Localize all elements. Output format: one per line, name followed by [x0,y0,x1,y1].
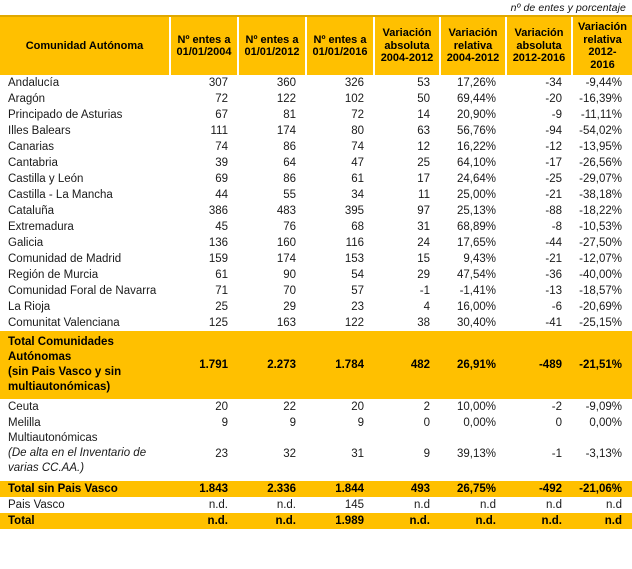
cell-entes-2004: 111 [170,123,238,139]
cell-var-rel-0412: 20,90% [440,107,506,123]
cell-entes-2004: n.d. [170,513,238,529]
cell-entes-2012: 55 [238,187,306,203]
cell-var-abs-0412: 4 [374,299,440,315]
multi-label-line-3: varias CC.AA.) [8,462,85,474]
cell-comunidad: Andalucía [0,75,170,91]
cell-entes-2004: 71 [170,283,238,299]
cell-var-abs-0412: 38 [374,315,440,331]
cell-entes-2012: 2.273 [238,331,306,399]
cell-comunidad: Galicia [0,235,170,251]
header-line-3: 2012-2016 [512,52,566,65]
cell-var-abs-1216: -489 [506,331,572,399]
cell-var-abs-0412: 2 [374,399,440,415]
cell-entes-2012: 70 [238,283,306,299]
header-line-2: relativa [583,33,622,46]
cell-label: Pais Vasco [0,497,170,513]
cell-var-abs-1216: -21 [506,251,572,267]
cell-entes-2004: n.d. [170,497,238,513]
cell-entes-2016: 395 [306,203,374,219]
cell-entes-2012: 2.336 [238,481,306,497]
cell-entes-2012: 174 [238,251,306,267]
cell-entes-2004: 67 [170,107,238,123]
cell-var-abs-0412: 0 [374,415,440,431]
cell-multiautonomicas-label [0,431,170,476]
cell-var-rel-0412: -1,41% [440,283,506,299]
cell-var-rel-1216: -9,44% [572,75,632,91]
header-line-3: 2012-2016 [588,46,617,71]
cell-var-abs-0412: 12 [374,139,440,155]
header-line-1: Variación [578,21,627,33]
table-body [0,75,632,529]
header-line-1: Variación [382,27,432,40]
header-line-2: relativa [453,39,493,52]
cell-var-abs-0412: 9 [374,431,440,476]
cell-entes-2016: 72 [306,107,374,123]
cell-var-abs-0412: 31 [374,219,440,235]
table-row[interactable] [0,219,632,235]
cell-entes-2004: 1.791 [170,331,238,399]
cell-entes-2004: 25 [170,299,238,315]
table-row[interactable] [0,187,632,203]
cell-var-abs-1216: -9 [506,107,572,123]
cell-comunidad: Cantabria [0,155,170,171]
cell-comunidad: Melilla [0,415,170,431]
cell-var-abs-0412: 11 [374,187,440,203]
cell-var-abs-0412: 482 [374,331,440,399]
cell-var-abs-0412: 50 [374,91,440,107]
table-row[interactable] [0,91,632,107]
cell-entes-2004: 44 [170,187,238,203]
cell-var-rel-0412: n.d. [440,513,506,529]
cell-var-abs-1216: -44 [506,235,572,251]
cell-entes-2004: 39 [170,155,238,171]
cell-var-abs-0412: n.d. [374,513,440,529]
cell-entes-2016: 34 [306,187,374,203]
header-line-1: Variación [514,27,564,40]
cell-entes-2004: 23 [170,431,238,476]
multiautonomicas-row[interactable] [0,431,632,476]
cell-entes-2004: 386 [170,203,238,219]
cell-entes-2004: 136 [170,235,238,251]
column-header-variacion-absoluta-2004-2012[interactable] [374,16,440,75]
header-line-3: 2004-2012 [446,52,500,65]
cell-var-rel-1216: -38,18% [572,187,632,203]
cell-entes-2016: 23 [306,299,374,315]
cell-var-abs-1216: 0 [506,415,572,431]
table-row[interactable] [0,235,632,251]
cell-var-rel-1216: -26,56% [572,155,632,171]
cell-var-rel-0412: 47,54% [440,267,506,283]
cell-var-abs-1216: -8 [506,219,572,235]
cell-comunidad: Castilla y León [0,171,170,187]
cell-var-rel-0412: 9,43% [440,251,506,267]
cell-var-abs-1216: -41 [506,315,572,331]
cell-entes-2012: 174 [238,123,306,139]
table-header [0,16,632,75]
table-row[interactable] [0,267,632,283]
cell-var-rel-1216: -13,95% [572,139,632,155]
cell-var-abs-1216: -492 [506,481,572,497]
header-line-1: Nº entes a [245,33,299,46]
header-line-3: 2004-2012 [380,52,434,65]
cell-entes-2004: 159 [170,251,238,267]
cell-var-abs-0412: 24 [374,235,440,251]
cell-entes-2016: 153 [306,251,374,267]
units-note: nº de entes y porcentaje [510,2,626,14]
cell-var-rel-1216: -10,53% [572,219,632,235]
cell-var-rel-1216: -9,09% [572,399,632,415]
cell-entes-2004: 125 [170,315,238,331]
cell-entes-2004: 1.843 [170,481,238,497]
cell-entes-2016: 326 [306,75,374,91]
cell-var-abs-1216: -88 [506,203,572,219]
table-row[interactable] [0,171,632,187]
header-line-2: 01/01/2004 [176,46,232,58]
cell-var-abs-1216: -2 [506,399,572,415]
cell-entes-2016: 1.784 [306,331,374,399]
cell-var-abs-1216: -20 [506,91,572,107]
cell-entes-2012: n.d. [238,497,306,513]
cell-entes-2012: 483 [238,203,306,219]
cell-label: Total [0,513,170,529]
cell-comunidad: Castilla - La Mancha [0,187,170,203]
cell-var-abs-1216: -34 [506,75,572,91]
cell-entes-2012: n.d. [238,513,306,529]
total-comunidades-autonomas-row[interactable] [0,331,632,399]
cell-var-abs-0412: 17 [374,171,440,187]
cell-comunidad: Comunidad de Madrid [0,251,170,267]
header-line-1: Nº entes a [313,33,367,46]
cell-entes-2016: 9 [306,415,374,431]
column-header-variacion-relativa-2004-2012[interactable] [440,16,506,75]
table-row[interactable] [0,139,632,155]
table-row[interactable] [0,415,632,431]
cell-entes-2016: 145 [306,497,374,513]
pais-vasco-row[interactable] [0,497,632,513]
cell-var-abs-0412: n.d [374,497,440,513]
cell-entes-2016: 47 [306,155,374,171]
cell-entes-2016: 122 [306,315,374,331]
cell-entes-2004: 45 [170,219,238,235]
cell-entes-2016: 1.844 [306,481,374,497]
cell-var-abs-1216: -17 [506,155,572,171]
cell-entes-2004: 69 [170,171,238,187]
table-row[interactable] [0,315,632,331]
cell-var-abs-0412: 29 [374,267,440,283]
cell-var-rel-0412: 56,76% [440,123,506,139]
cell-entes-2016: 102 [306,91,374,107]
column-header-entes-2004[interactable] [170,16,238,75]
cell-var-rel-1216: -27,50% [572,235,632,251]
table-row[interactable] [0,75,632,91]
cell-var-abs-0412: 25 [374,155,440,171]
entes-por-comunidad-autonoma-table [0,15,632,529]
cell-var-rel-1216: -40,00% [572,267,632,283]
cell-var-abs-0412: 63 [374,123,440,139]
cell-var-rel-1216: -11,11% [572,107,632,123]
table-row[interactable] [0,251,632,267]
cell-var-rel-0412: 68,89% [440,219,506,235]
cell-var-rel-0412: 25,00% [440,187,506,203]
cell-var-abs-0412: 14 [374,107,440,123]
cell-var-abs-1216: -12 [506,139,572,155]
cell-comunidad: Illes Balears [0,123,170,139]
cell-var-abs-1216: -25 [506,171,572,187]
cell-var-abs-1216: n.d. [506,513,572,529]
total-label-line-4: multiautonómicas) [8,381,111,393]
cell-entes-2012: 360 [238,75,306,91]
cell-var-rel-0412: 26,91% [440,331,506,399]
cell-comunidad: Canarias [0,139,170,155]
total-label-line-3: (sin Pais Vasco y sin [8,366,122,378]
cell-entes-2016: 57 [306,283,374,299]
cell-entes-2004: 307 [170,75,238,91]
cell-var-abs-0412: -1 [374,283,440,299]
cell-entes-2016: 1.989 [306,513,374,529]
header-line-2: absoluta [384,39,430,52]
cell-entes-2012: 86 [238,139,306,155]
table-row[interactable] [0,299,632,315]
cell-entes-2012: 86 [238,171,306,187]
cell-var-rel-0412: n.d [440,497,506,513]
cell-var-abs-1216: -36 [506,267,572,283]
cell-var-rel-1216: -20,69% [572,299,632,315]
cell-var-rel-0412: 25,13% [440,203,506,219]
cell-var-rel-1216: -54,02% [572,123,632,139]
header-line-2: 01/01/2012 [244,46,300,58]
cell-var-abs-1216: -6 [506,299,572,315]
cell-var-abs-1216: -13 [506,283,572,299]
column-header-variacion-relativa-2012-2016[interactable] [572,16,632,75]
cell-comunidad: Comunidad Foral de Navarra [0,283,170,299]
cell-var-rel-0412: 17,26% [440,75,506,91]
cell-entes-2012: 163 [238,315,306,331]
cell-var-abs-0412: 15 [374,251,440,267]
cell-entes-2016: 68 [306,219,374,235]
cell-entes-2016: 116 [306,235,374,251]
cell-var-abs-0412: 97 [374,203,440,219]
cell-var-rel-1216: n.d [572,513,632,529]
cell-var-rel-0412: 0,00% [440,415,506,431]
cell-entes-2016: 31 [306,431,374,476]
table-row[interactable] [0,283,632,299]
cell-entes-2016: 80 [306,123,374,139]
header-row [0,16,632,75]
header-line-2: 01/01/2016 [312,46,368,58]
cell-comunidad: Aragón [0,91,170,107]
cell-entes-2012: 22 [238,399,306,415]
total-label-line-2: Autónomas [8,351,72,363]
cell-var-rel-1216: -12,07% [572,251,632,267]
cell-var-rel-0412: 64,10% [440,155,506,171]
cell-var-rel-0412: 24,64% [440,171,506,187]
cell-comunidad: Extremadura [0,219,170,235]
cell-var-abs-1216: -21 [506,187,572,203]
cell-comunidad: Región de Murcia [0,267,170,283]
cell-var-rel-0412: 17,65% [440,235,506,251]
column-header-variacion-absoluta-2012-2016[interactable] [506,16,572,75]
cell-comunidad: La Rioja [0,299,170,315]
cell-var-rel-1216: -21,51% [572,331,632,399]
cell-var-abs-1216: -94 [506,123,572,139]
cell-entes-2004: 74 [170,139,238,155]
cell-entes-2016: 54 [306,267,374,283]
column-header-entes-2012[interactable] [238,16,306,75]
multi-label-line-1: Multiautonómicas [8,432,98,444]
total-row[interactable] [0,513,632,529]
cell-var-rel-0412: 16,00% [440,299,506,315]
cell-var-rel-1216: -3,13% [572,431,632,476]
cell-label: Total sin Pais Vasco [0,481,170,497]
header-line-2: absoluta [516,39,562,52]
cell-entes-2004: 72 [170,91,238,107]
cell-var-rel-0412: 39,13% [440,431,506,476]
cell-var-rel-0412: 69,44% [440,91,506,107]
cell-var-rel-1216: -21,06% [572,481,632,497]
cell-entes-2016: 20 [306,399,374,415]
table-row[interactable] [0,123,632,139]
column-header-comunidad-autonoma[interactable] [0,16,170,75]
cell-entes-2016: 61 [306,171,374,187]
total-label-line-1: Total Comunidades [8,336,114,348]
cell-entes-2012: 29 [238,299,306,315]
column-header-entes-2016[interactable] [306,16,374,75]
cell-var-abs-0412: 53 [374,75,440,91]
cell-entes-2004: 20 [170,399,238,415]
cell-comunidad: Ceuta [0,399,170,415]
cell-total-ccaa-label [0,331,170,399]
cell-entes-2012: 32 [238,431,306,476]
cell-entes-2012: 81 [238,107,306,123]
cell-var-rel-1216: -29,07% [572,171,632,187]
cell-entes-2012: 122 [238,91,306,107]
cell-var-abs-0412: 493 [374,481,440,497]
cell-entes-2012: 9 [238,415,306,431]
multi-label-line-2: (De alta en el Inventario de [8,447,147,459]
total-sin-pais-vasco-row[interactable] [0,481,632,497]
cell-var-rel-1216: n.d [572,497,632,513]
cell-var-rel-1216: -16,39% [572,91,632,107]
cell-var-abs-1216: -1 [506,431,572,476]
cell-entes-2004: 9 [170,415,238,431]
cell-entes-2012: 64 [238,155,306,171]
cell-entes-2012: 76 [238,219,306,235]
header-label: Comunidad Autónoma [25,39,144,52]
cell-comunidad: Cataluña [0,203,170,219]
cell-entes-2012: 90 [238,267,306,283]
cell-entes-2016: 74 [306,139,374,155]
cell-var-rel-0412: 30,40% [440,315,506,331]
table-row[interactable] [0,155,632,171]
header-line-1: Nº entes a [177,33,231,46]
table-row[interactable] [0,203,632,219]
cell-var-rel-1216: -18,57% [572,283,632,299]
table-row[interactable] [0,399,632,415]
cell-entes-2004: 61 [170,267,238,283]
cell-var-abs-1216: n.d [506,497,572,513]
cell-comunidad: Principado de Asturias [0,107,170,123]
cell-var-rel-1216: -25,15% [572,315,632,331]
header-line-1: Variación [448,27,498,40]
cell-var-rel-0412: 16,22% [440,139,506,155]
cell-var-rel-1216: -18,22% [572,203,632,219]
table-row[interactable] [0,107,632,123]
cell-entes-2012: 160 [238,235,306,251]
cell-var-rel-0412: 10,00% [440,399,506,415]
cell-var-rel-1216: 0,00% [572,415,632,431]
cell-comunidad: Comunitat Valenciana [0,315,170,331]
cell-var-rel-0412: 26,75% [440,481,506,497]
